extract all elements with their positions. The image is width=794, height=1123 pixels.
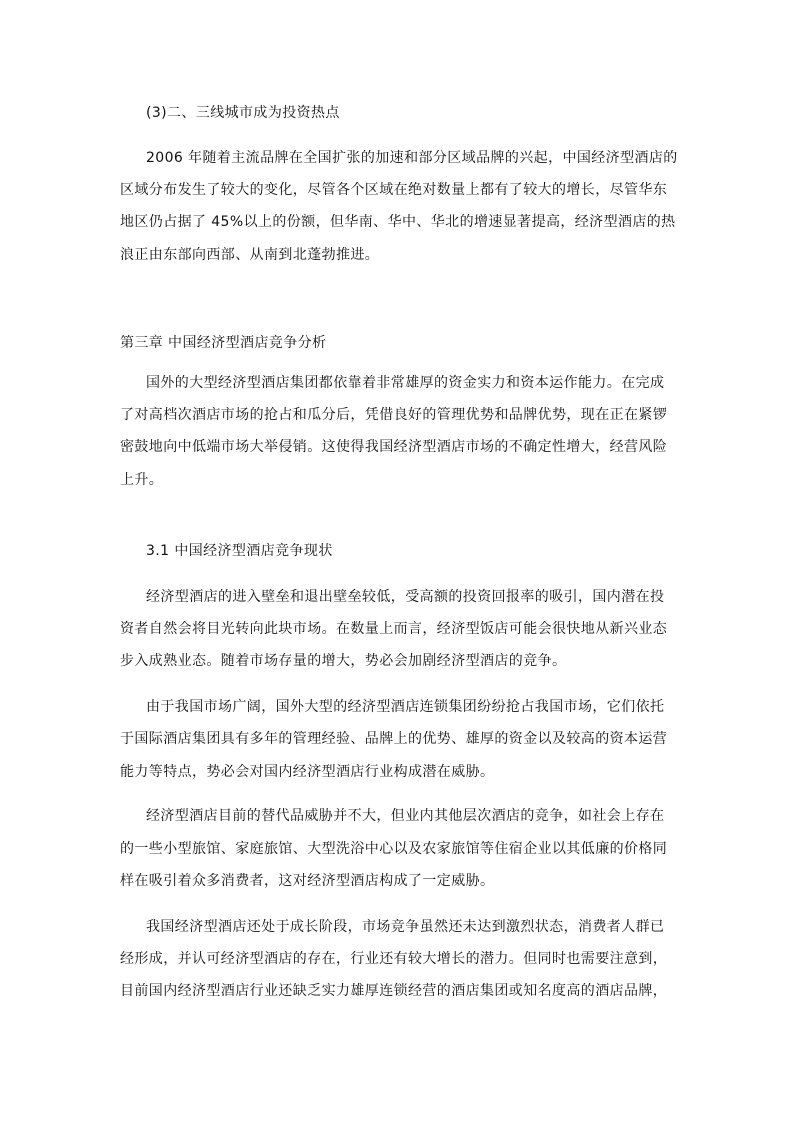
paragraph-line: 能力等特点，势必会对国内经济型酒店行业构成潜在威胁。 [120,764,495,780]
paragraph-line: 步入成熟业态。随着市场存量的增大，势必会加剧经济型酒店的竞争。 [120,653,567,669]
paragraph-line: 样在吸引着众多消费者，这对经济型酒店构成了一定威胁。 [120,873,495,889]
paragraph-line: 于国际酒店集团具有多年的管理经验、品牌上的优势、雄厚的资金以及较高的资本运营 [120,731,668,747]
paragraph-line: 由于我国市场广阔，国外大型的经济型酒店连锁集团纷纷抢占我国市场，它们依托 [146,699,665,715]
subsection-heading: 3.1 中国经济型酒店竞争现状 [146,543,333,559]
paragraph-line: 密鼓地向中低端市场大举侵销。这使得我国经济型酒店市场的不确定性增大，经营风险 [120,439,668,455]
paragraph-line: 经济型酒店的进入壁垒和退出壁垒较低，受高额的投资回报率的吸引，国内潜在投 [146,589,665,605]
paragraph-line: 资者自然会将目光转向此块市场。在数量上而言，经济型饭店可能会很快地从新兴业态 [120,621,668,637]
paragraph-line: 地区仍占据了 45%以上的份额，但华南、华中、华北的增速显著提高，经济型酒店的热 [120,214,676,230]
paragraph-line: 国外的大型经济型酒店集团都依靠着非常雄厚的资金实力和资本运作能力。在完成 [146,375,665,391]
paragraph-line: 经形成，并认可经济型酒店的存在，行业还有较大增长的潜力。但同时也需要注意到， [120,951,668,967]
chapter-heading: 第三章 中国经济型酒店竞争分析 [120,335,327,351]
paragraph-line: 的一些小型旅馆、家庭旅馆、大型洗浴中心以及农家旅馆等住宿企业以其低廉的价格同 [120,841,668,857]
paragraph-line: 浪正由东部向西部、从南到北蓬勃推进。 [120,247,380,263]
paragraph-line: 我国经济型酒店还处于成长阶段，市场竞争虽然还未达到激烈状态，消费者人群已 [146,919,665,935]
paragraph-line: 上升。 [120,472,164,488]
section-heading: (3)二、三线城市成为投资热点 [146,105,340,121]
paragraph-line: 区域分布发生了较大的变化，尽管各个区域在绝对数量上都有了较大的增长，尽管华东 [120,182,668,198]
paragraph-line: 2006 年随着主流品牌在全国扩张的加速和部分区域品牌的兴起，中国经济型酒店的 [146,150,678,166]
paragraph-line: 经济型酒店目前的替代品威胁并不大，但业内其他层次酒店的竞争，如社会上存在 [146,808,665,824]
paragraph-line: 了对高档次酒店市场的抢占和瓜分后，凭借良好的管理优势和品牌优势，现在正在紧锣 [120,407,668,423]
paragraph-line: 目前国内经济型酒店行业还缺乏实力雄厚连锁经营的酒店集团或知名度高的酒店品牌， [120,983,668,999]
